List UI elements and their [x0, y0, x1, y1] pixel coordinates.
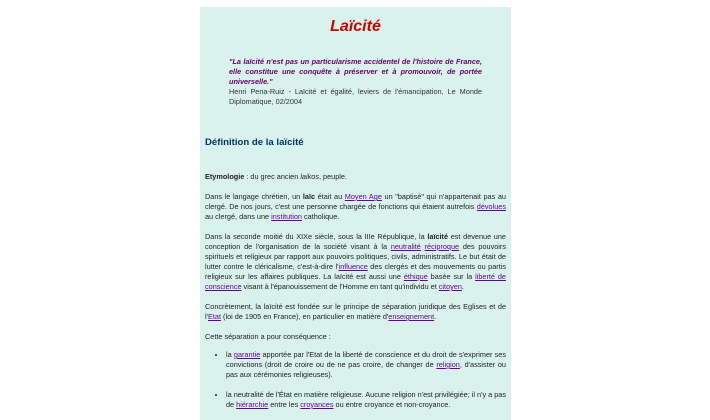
text: un "baptisé" qui n'appartenait pas au clergé. De nos jours, c'est une personne chargée de fonctions qui étaient autrefois [205, 192, 506, 211]
link-moyen-age[interactable]: Moyen Age [344, 192, 382, 201]
laic-paragraph [205, 192, 506, 222]
text: (loi de 1905 en France), en particulier en matière d' [221, 312, 389, 321]
list-item [226, 350, 506, 380]
text: catholique. [301, 212, 340, 221]
consequence-list [205, 350, 506, 410]
link-garantie[interactable]: garantie [233, 350, 261, 359]
section-title: Définition de la laïcité [205, 137, 304, 148]
text: était au [315, 192, 345, 201]
link-enseignement[interactable]: enseignement [388, 312, 435, 321]
page-content [200, 7, 511, 420]
etymology-paragraph [205, 172, 506, 182]
link-liberte-de-conscience[interactable]: liberté de conscience [205, 272, 506, 291]
link-devolues[interactable]: dévolues [476, 202, 506, 211]
link-ethique[interactable]: éthique [403, 272, 428, 281]
list-item [226, 390, 506, 410]
text: visant à l'épanouissement de l'Homme en tant qu'individu et [241, 282, 439, 291]
link-institution[interactable]: institution [271, 212, 302, 221]
separation-paragraph [205, 302, 506, 322]
text: au clergé, dans une [205, 212, 272, 221]
text: basée sur la [427, 272, 476, 281]
link-croyances[interactable]: croyances [300, 400, 334, 409]
text: Concrètement, la laïcité est fondée sur le principe de séparation juridique des Eglises et de l' [205, 302, 506, 321]
link-neutralite[interactable]: neutralité [390, 242, 421, 251]
etymology-word: laikos [300, 172, 319, 181]
page-title: Laïcité [330, 18, 381, 35]
link-etat[interactable]: Etat [208, 312, 221, 321]
text: : du grec ancien [244, 172, 301, 181]
link-citoyen[interactable]: citoyen [438, 282, 462, 291]
link-hierarchie[interactable]: hiérarchie [236, 400, 269, 409]
text: apportée par l'Etat de la liberté de conscience et du droit de s'exprimer ses convictions (droit de croire ou de ne pas croire, de changer de [226, 350, 506, 369]
text: entre les [268, 400, 301, 409]
text: des clergés et des mouvements ou partis religieux sur les affaires publiques. La laïcité est aussi une [205, 262, 506, 281]
quote-block [229, 57, 482, 107]
text: la [226, 350, 234, 359]
text: ou entre croyance et non-croyance. [333, 400, 451, 409]
text: la neutralité de l'État en matière religieuse. Aucune religion n'est privilégiée; il n'y a pas de [226, 390, 507, 409]
link-religion[interactable]: religion [436, 360, 460, 369]
text: est devenue une conception de l'organisation de la société visant à la [205, 232, 506, 251]
quote-source: Henri Pena-Ruiz - Laïcité et égalité, leviers de l'émancipation, Le Monde Diplomatique, 02/2004 [229, 87, 482, 106]
etymology-label: Etymologie [205, 172, 245, 181]
text: Dans la seconde moitié du XIXe siècle, sous la IIIe République, la [205, 232, 428, 241]
text: . [461, 282, 464, 291]
bold-term: laïc [302, 192, 316, 201]
text: Dans le langage chrétien, un [205, 192, 303, 201]
text: , d'assister ou pas aux cérémonies religieuses). [226, 360, 506, 379]
history-paragraph [205, 232, 506, 292]
link-influence[interactable]: influence [338, 262, 368, 271]
consequence-intro: Cette séparation a pour conséquence : [205, 332, 331, 341]
text: , peuple. [318, 172, 347, 181]
quote-text: "La laïcité n'est pas un particularisme accidentel de l'histoire de France, elle constitue une conquête à préserver et à promouvoir, de portée universelle." [229, 57, 482, 86]
text: . [434, 312, 437, 321]
bold-term: laïcité [427, 232, 449, 241]
link-reciproque[interactable]: réciproque [424, 242, 460, 251]
text: des pouvoirs spirituels et religieux par rapport aux pouvoirs politiques, civils, administratifs. Le but était de lutter contre le cléricalisme, c'est-à-dire l' [205, 242, 506, 271]
